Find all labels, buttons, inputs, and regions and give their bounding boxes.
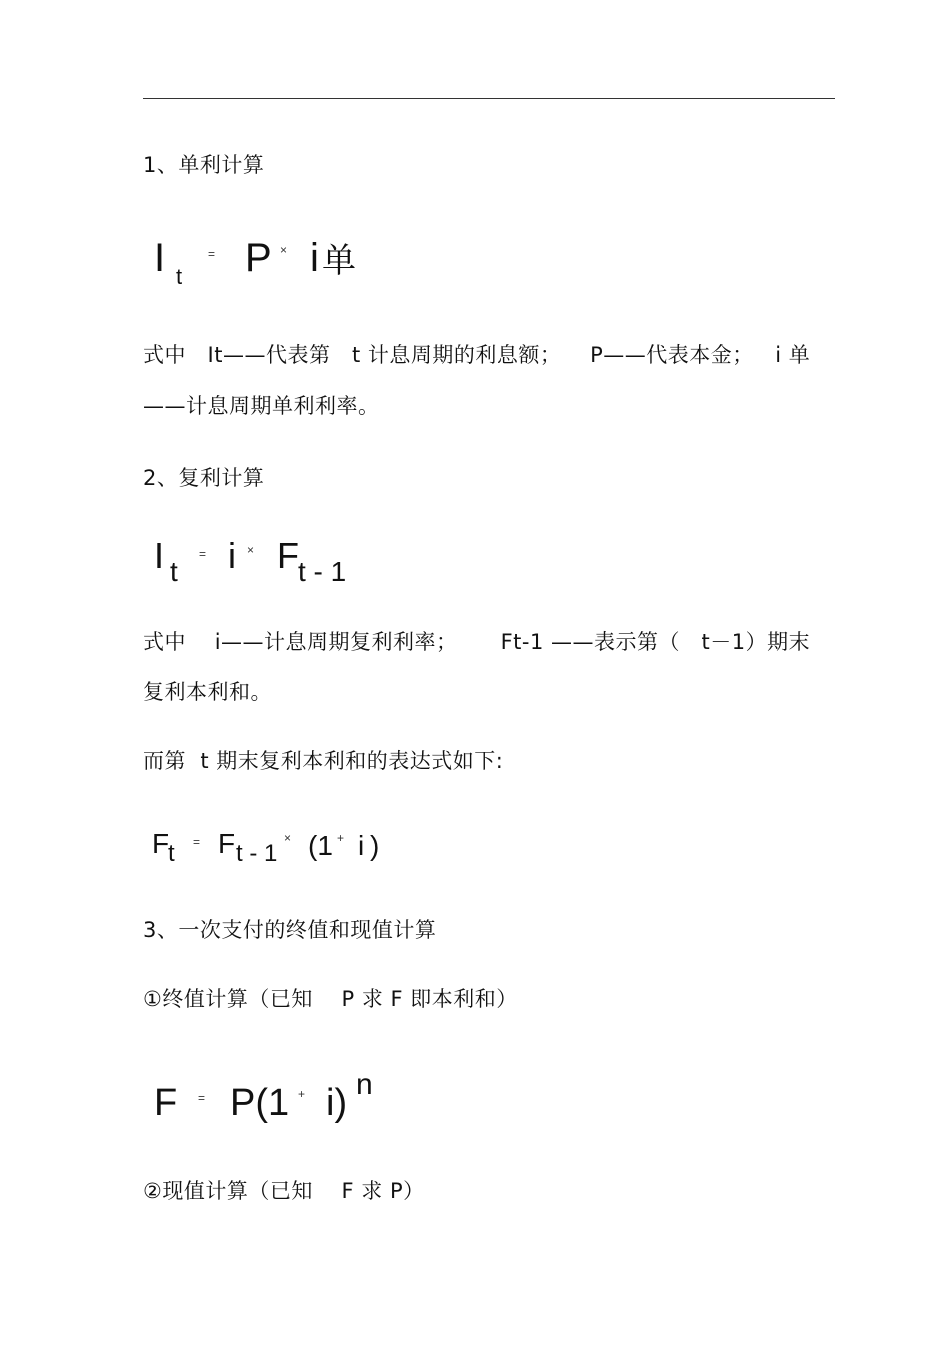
formula-I: I <box>154 535 165 576</box>
formula-sub-t: t <box>170 556 178 587</box>
formula-close-paren: ) <box>370 830 380 861</box>
formula-i: i <box>358 830 365 861</box>
formula-F: F <box>277 535 299 576</box>
section2-explain-line2: 复利本利和。 <box>143 680 272 704</box>
formula-F2: F <box>218 828 236 859</box>
formula-times: × <box>280 243 288 257</box>
formula-equals: = <box>193 835 201 849</box>
formula-sub-t: t <box>176 264 183 289</box>
section2-heading: 2、复利计算 <box>143 466 265 490</box>
formula-sub-t-1: t - 1 <box>298 556 347 587</box>
formula-equals: = <box>199 547 207 561</box>
section1-explain-line2: ——计息周期单利利率。 <box>143 394 380 418</box>
formula-I: I <box>154 236 166 280</box>
section1-heading: 1、单利计算 <box>143 153 265 177</box>
formula-sub-t-1: t - 1 <box>236 840 278 867</box>
formula-plus: + <box>337 831 345 845</box>
formula-P: P <box>245 236 272 280</box>
formula-times: × <box>247 543 255 557</box>
formula-F: F <box>154 1082 178 1124</box>
formula-i-close: i) <box>326 1082 348 1124</box>
formula-P-paren-1: P(1 <box>230 1082 290 1124</box>
formula-times: × <box>284 831 292 845</box>
future-value-formula <box>150 1070 390 1130</box>
formula-F: F <box>152 828 170 859</box>
section3-heading: 3、一次支付的终值和现值计算 <box>143 918 437 942</box>
formula-sub-t: t <box>168 840 175 867</box>
simple-interest-formula <box>150 238 370 298</box>
formula-i: i <box>228 535 236 576</box>
section2-intro: 而第 t 期末复利本利和的表达式如下: <box>143 749 504 773</box>
formula-i: i <box>310 236 319 280</box>
formula-equals: = <box>198 1091 206 1105</box>
compound-sum-formula <box>150 830 390 870</box>
section1-explain-line1: 式中 It——代表第 t 计息周期的利息额； P——代表本金； i 单 <box>143 343 811 367</box>
header-rule <box>143 98 835 99</box>
formula-dan: 单 <box>322 241 356 281</box>
formula-equals: = <box>208 247 216 261</box>
section2-explain-line1: 式中 i——计息周期复利利率； Ft-1 ——表示第（ t－1）期末 <box>143 630 811 654</box>
formula-exponent-n: n <box>356 1068 373 1101</box>
section3-sub1: ①终值计算（已知 P 求 F 即本利和） <box>143 987 518 1011</box>
formula-paren-1: (1 <box>308 830 333 861</box>
section3-sub2: ②现值计算（已知 F 求 P） <box>143 1179 425 1203</box>
formula-plus: + <box>298 1087 306 1101</box>
compound-interest-formula <box>150 535 370 594</box>
